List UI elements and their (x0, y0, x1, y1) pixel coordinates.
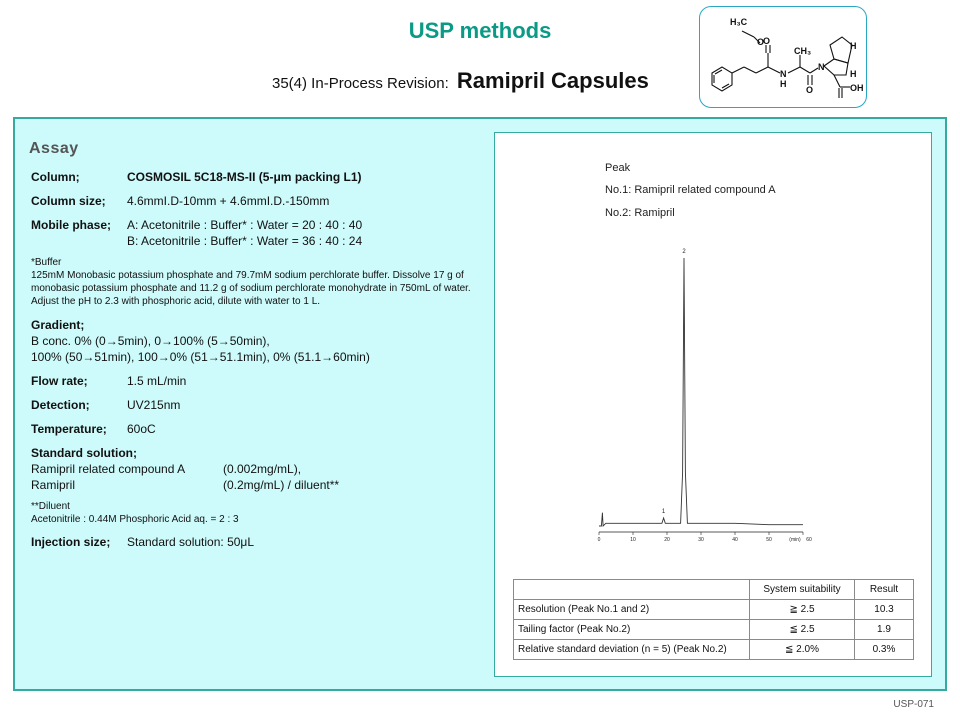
injection-value: Standard solution: 50μL (127, 535, 255, 549)
chemical-structure-box (699, 6, 867, 108)
diluent-text: Acetonitrile : 0.44M Phosphoric Acid aq. = 2 : 3 (31, 514, 239, 525)
table-header-blank (514, 580, 750, 600)
peak-number-label: 2 (682, 249, 686, 255)
temperature-value: 60oC (127, 422, 156, 436)
table-row (514, 600, 914, 620)
table-header-suitability: System suitability (750, 580, 855, 600)
peak-1-label: No.1: Ramipril related compound A (605, 184, 776, 196)
x-tick-label: 0 (597, 537, 601, 543)
table-cell-result: 10.3 (855, 600, 914, 620)
flow-rate-value: 1.5 mL/min (127, 374, 187, 388)
table-cell-item: Resolution (Peak No.1 and 2) (514, 600, 750, 620)
table-cell-result: 0.3% (855, 640, 914, 660)
table-row (514, 640, 914, 660)
gradient-label: Gradient; (31, 318, 85, 332)
page-subtitle (272, 68, 649, 94)
x-tick-label: 60 (806, 537, 812, 543)
x-tick-label: 20 (664, 537, 670, 543)
column-value: COSMOSIL 5C18-MS-II (5-μm packing L1) (127, 170, 362, 184)
gradient-line1: B conc. 0% (0→5min), 0→100% (5→50min), (31, 334, 270, 348)
x-tick-label: 10 (630, 537, 636, 543)
ramipril-structure-drawing (700, 7, 866, 107)
peak-2-label: No.2: Ramipril (605, 207, 675, 219)
peak-heading: Peak (605, 162, 631, 174)
table-cell-criterion: ≦ 2.0% (750, 640, 855, 660)
buffer-text: 125mM Monobasic potassium phosphate and 79.7mM sodium perchlorate buffer. Dissolve 17 g of monobasic potassium phosphate and 11.2 g of sodium perchlorate monohydrate in 750mL of water. Adjust the pH to 2.3 with phosphoric acid, dilute with water to 1 L. (31, 270, 471, 307)
page-title: USP methods (408, 18, 552, 43)
mobile-phase-a: A: Acetonitrile : Buffer* : Water = 20 : 40 : 40 (127, 218, 363, 232)
table-cell-result: 1.9 (855, 620, 914, 640)
structure-n-amine: N (780, 69, 787, 79)
structure-n-ring: N (818, 62, 825, 72)
standard-item2-name: Ramipril (31, 478, 76, 492)
table-header-result: Result (855, 580, 914, 600)
standard-item1-name: Ramipril related compound A (31, 462, 186, 476)
flow-rate-label: Flow rate; (31, 374, 88, 388)
detection-value: UV215nm (127, 398, 181, 412)
column-size-label: Column size; (31, 194, 106, 208)
structure-ch3: CH₃ (794, 46, 812, 56)
structure-o1: O (763, 36, 771, 46)
buffer-title: *Buffer (31, 257, 62, 268)
temperature-label: Temperature; (31, 422, 107, 436)
x-axis-label: (min) (789, 537, 801, 543)
x-tick-label: 30 (698, 537, 704, 543)
structure-h-amine: H (780, 79, 787, 89)
table-header-row (514, 580, 914, 600)
column-label: Column; (31, 170, 80, 184)
x-tick-label: 50 (766, 537, 772, 543)
chromatogram-trace (599, 258, 803, 526)
chromatogram-chart (590, 240, 820, 545)
column-size-value: 4.6mmI.D-10mm + 4.6mmI.D.-150mm (127, 194, 330, 208)
mobile-phase-b: B: Acetonitrile : Buffer* : Water = 36 : 40 : 24 (127, 234, 363, 248)
table-cell-criterion: ≦ 2.5 (750, 620, 855, 640)
subtitle-prefix: 35(4) In-Process Revision: (272, 75, 449, 92)
table-cell-item: Tailing factor (Peak No.2) (514, 620, 750, 640)
subtitle-main: Ramipril Capsules (456, 68, 649, 93)
table-row (514, 620, 914, 640)
diluent-title: **Diluent (31, 501, 70, 512)
table-cell-criterion: ≧ 2.5 (750, 600, 855, 620)
standard-item2-conc: (0.2mg/mL) / diluent** (223, 478, 340, 492)
page-footer: USP-071 (893, 699, 934, 710)
table-cell-item: Relative standard deviation (n = 5) (Peak No.2) (514, 640, 750, 660)
standard-item1-conc: (0.002mg/mL), (223, 462, 302, 476)
mobile-phase-label: Mobile phase; (31, 218, 112, 232)
structure-o3: O (806, 85, 814, 95)
structure-oh: OH (850, 83, 864, 93)
gradient-line2: 100% (50→51min), 100→0% (51→51.1min), 0% (51.1→60min) (31, 350, 370, 364)
x-tick-label: 40 (732, 537, 738, 543)
system-suitability-table (513, 579, 914, 660)
standard-solution-label: Standard solution; (31, 446, 137, 460)
structure-ch3ch2: H₃C (730, 17, 748, 27)
structure-o2: O (757, 37, 765, 47)
injection-label: Injection size; (31, 535, 111, 549)
structure-h-bottom: H (850, 69, 857, 79)
detection-label: Detection; (31, 398, 90, 412)
structure-h-top: H (850, 41, 857, 51)
peak-number-label: 1 (661, 508, 666, 515)
assay-heading: Assay (29, 140, 79, 157)
